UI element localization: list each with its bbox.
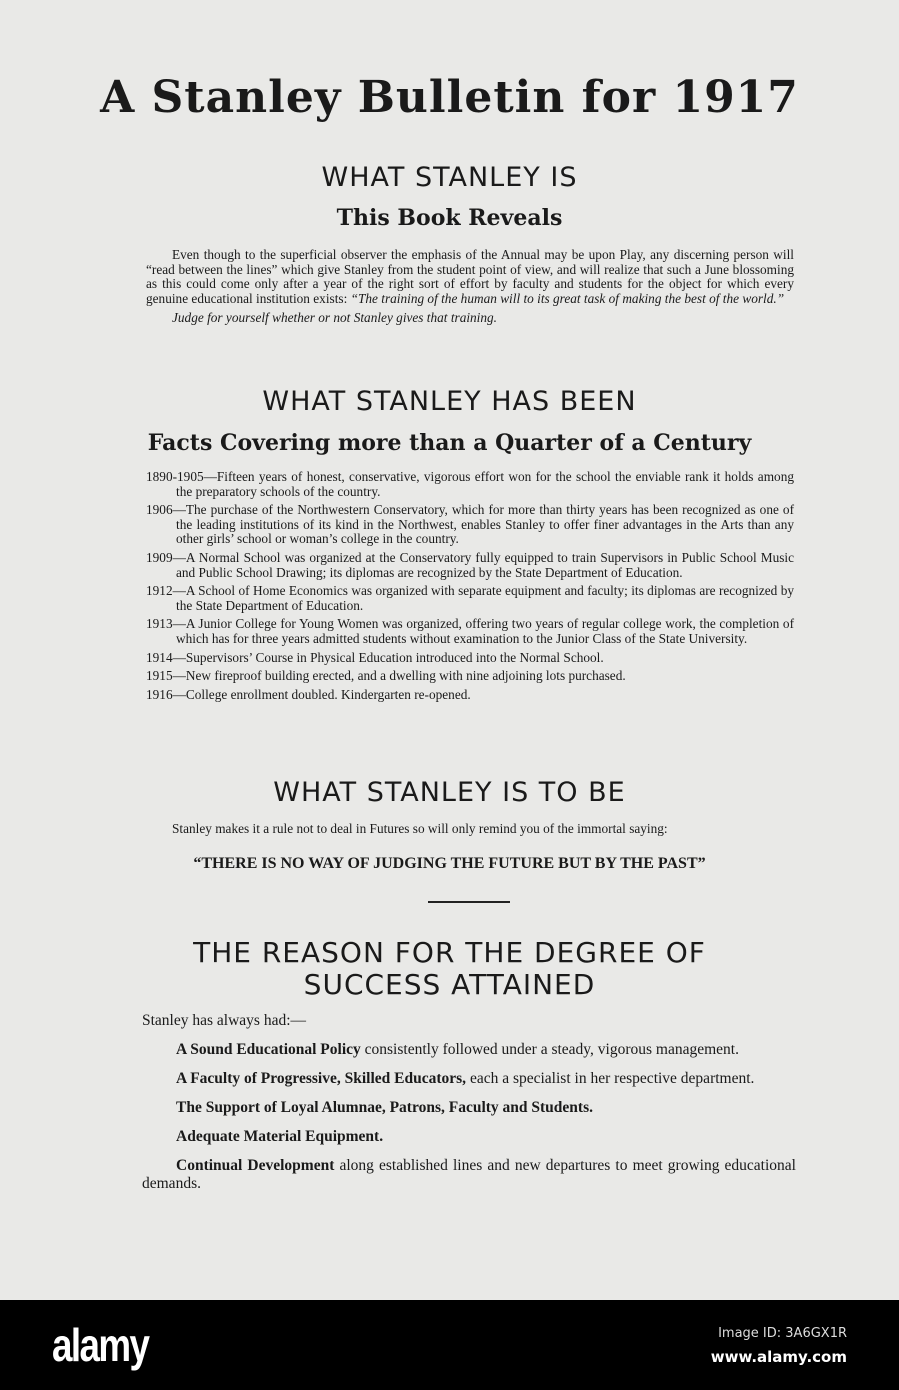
section-heading-has-been: WHAT STANLEY HAS BEEN (262, 386, 637, 417)
timeline-item: 1916—College enrollment doubled. Kindergarten re-opened. (146, 686, 471, 702)
section-subheading-facts: Facts Covering more than a Quarter of a Century (147, 430, 752, 456)
image-id: Image ID: 3A6GX1R (718, 1326, 847, 1341)
judge-line: Judge for yourself whether or not Stanley gives that training. (172, 310, 497, 326)
immortal-quote: “THERE IS NO WAY OF JUDGING THE FUTURE BUT BY THE PAST” (193, 855, 706, 872)
section-heading-what-stanley-is: WHAT STANLEY IS (321, 162, 578, 193)
intro-paragraph (146, 248, 794, 326)
paragraph-quote: “The training of the human will to its great task of making the best of the world.” (350, 290, 785, 306)
section-subheading: This Book Reveals (336, 205, 563, 231)
divider (428, 901, 510, 903)
paragraph-text: Even though to the superficial observer the emphasis of the Annual may be upon Play, any discerning person will “read between the lines” which give Stanley from the student point of view, and will realize that such a June blossoming as this could come only after a year of the right sort of effort by faculty and students for the object for which every genuine educational institution exists: (146, 247, 794, 306)
timeline-item: 1890-1905—Fifteen years of honest, conservative, vigorous effort won for the school the enviable rank it holds among the preparatory schools of the country. (146, 469, 794, 499)
timeline-item: 1914—Supervisors’ Course in Physical Education introduced into the Normal School. (146, 649, 604, 665)
reason-bold: A Sound Educational Policy (176, 1041, 361, 1058)
timeline-item: 1909—A Normal School was organized at the Conservatory fully equipped to train Supervisors in Public School Music and Public School Drawing; its diplomas are recognized by the State Department of Education. (146, 549, 794, 580)
reasons-intro: Stanley has always had:— (142, 1012, 307, 1029)
reason-item (142, 1099, 796, 1117)
future-paragraph (146, 822, 794, 837)
timeline-item: 1915—New fireproof building erected, and a dwelling with nine adjoining lots purchased. (146, 668, 626, 684)
section-heading-to-be: WHAT STANLEY IS TO BE (273, 777, 626, 808)
reason-text: each a specialist in her respective department. (466, 1070, 755, 1087)
reasons-list (142, 1012, 796, 1204)
reason-text: consistently followed under a steady, vigorous management. (360, 1041, 739, 1058)
reason-item (142, 1070, 796, 1088)
timeline-item: 1912—A School of Home Economics was organized with separate equipment and faculty; its diplomas are recognized by the State Department of Education. (146, 583, 794, 613)
timeline-list (146, 470, 794, 706)
future-text: Stanley makes it a rule not to deal in Futures so will only remind you of the immortal saying: (172, 821, 668, 836)
watermark-footer (0, 1300, 899, 1390)
page-title: A Stanley Bulletin for 1917 (100, 72, 799, 123)
timeline-item: 1913—A Junior College for Young Women was organized, offering two years of regular college work, the completion of which has for three years admitted students without examination to the Junior Class of the State University. (146, 616, 794, 646)
heading-line: THE REASON FOR THE DEGREE OF (193, 936, 706, 969)
reason-bold: Continual Development (176, 1157, 335, 1174)
heading-line: SUCCESS ATTAINED (303, 968, 596, 1001)
alamy-logo: alamy (52, 1319, 149, 1371)
reason-bold: Adequate Material Equipment. (176, 1128, 384, 1145)
reason-text: along established lines and new departures to meet growing educational demands. (142, 1157, 796, 1192)
reason-item (142, 1157, 796, 1193)
site-url: www.alamy.com (710, 1348, 847, 1366)
timeline-item: 1906—The purchase of the Northwestern Conservatory, which for more than thirty years has been recognized as one of the leading institutions of its kind in the Northwest, enables Stanley to offer finer advantages in the Arts than any other girls’ school or woman’s college in the country. (146, 502, 794, 547)
section-heading-reason (0, 937, 899, 1001)
reason-item (142, 1041, 796, 1059)
reason-item (142, 1128, 796, 1146)
reason-bold: The Support of Loyal Alumnae, Patrons, Faculty and Students. (176, 1099, 593, 1116)
reason-bold: A Faculty of Progressive, Skilled Educators, (176, 1070, 467, 1087)
